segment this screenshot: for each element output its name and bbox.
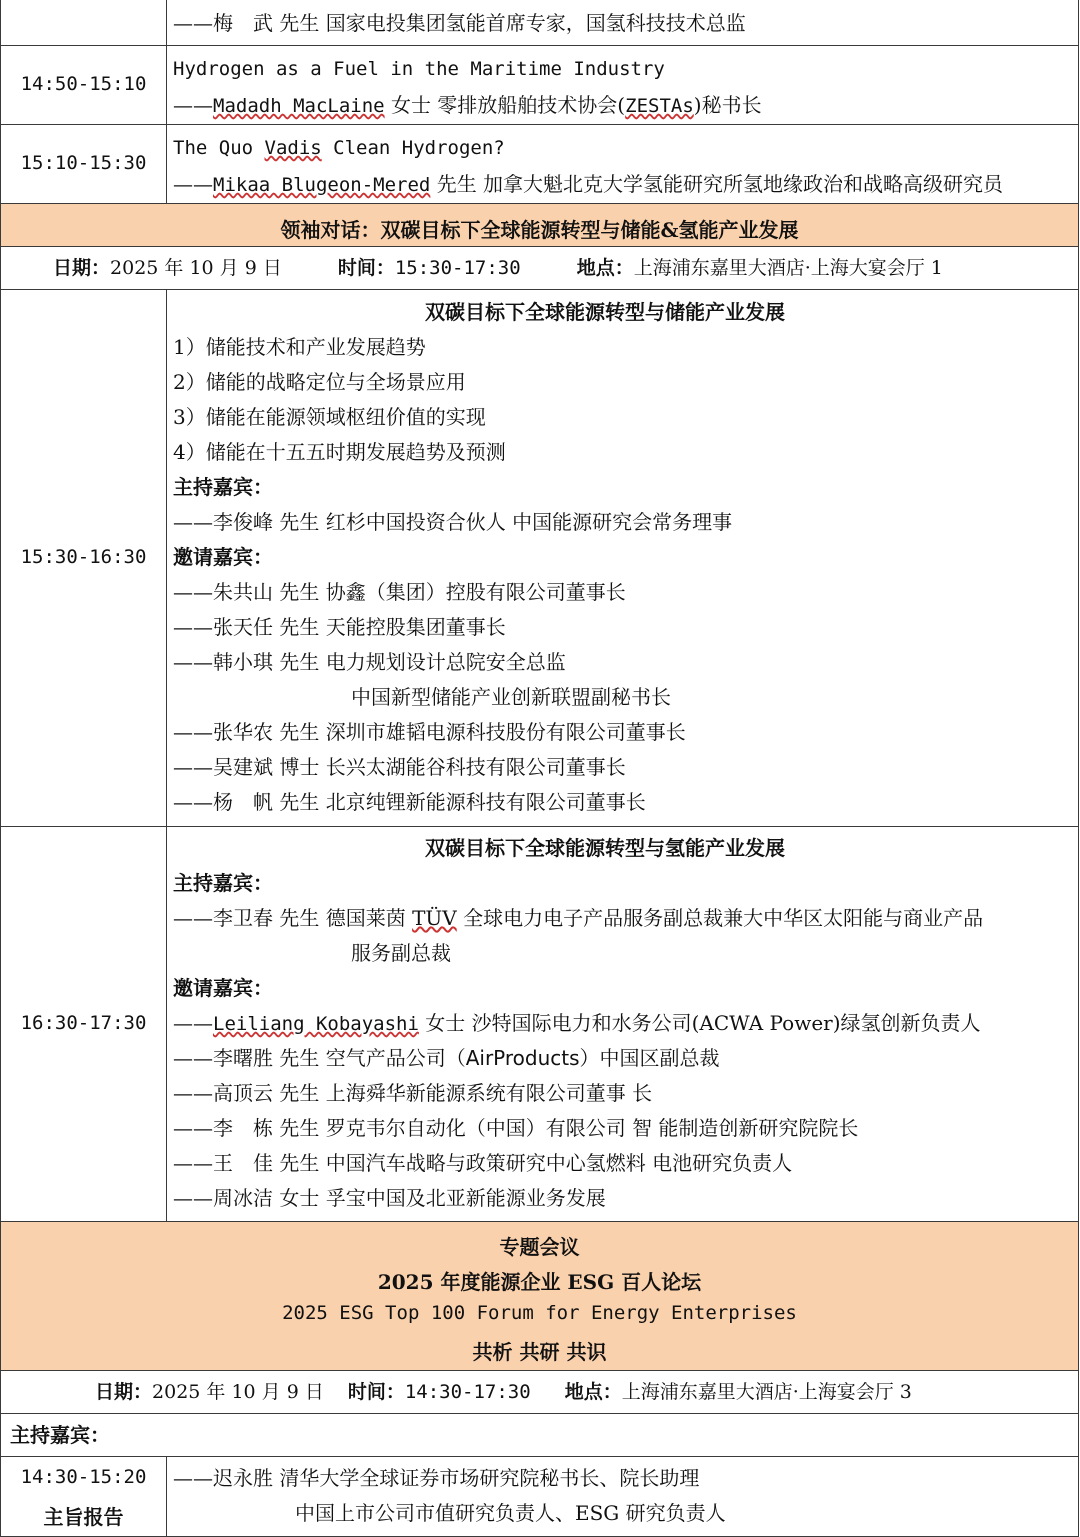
column-divider <box>166 290 167 826</box>
column-divider <box>166 827 167 1221</box>
forum-label: 专题会议 <box>499 1235 580 1259</box>
time-slot: 16:30-17:30 <box>20 1012 147 1034</box>
section-title: 领袖对话：双碳目标下全球能源转型与储能&氢能产业发展 <box>280 218 799 242</box>
session-info-row <box>1 247 1078 290</box>
speaker-line: ——张天任 先生 天能控股集团董事长 <box>173 615 506 639</box>
table-row <box>1 827 1078 1222</box>
speaker-line: ——迟永胜 清华大学全球证券市场研究院秘书长、院长助理 <box>173 1466 700 1490</box>
speaker-line: ——高顶云 先生 上海舜华新能源系统有限公司董事 长 <box>173 1081 653 1105</box>
speaker-line: ——Leiliang Kobayashi 女士 沙特国际电力和水务公司(ACWA Power)绿氢创新负责人 <box>173 1011 981 1035</box>
column-divider <box>166 125 167 203</box>
speaker-title-continued: 服务副总裁 <box>351 941 451 965</box>
section-banner <box>1 204 1078 247</box>
time-slot: 15:30-16:30 <box>20 546 147 568</box>
speaker-line: ——韩小琪 先生 电力规划设计总院安全总监 <box>173 650 566 674</box>
table-row <box>1 1457 1078 1537</box>
column-divider <box>166 0 167 45</box>
topic-item: 4）储能在十五五时期发展趋势及预测 <box>173 440 506 464</box>
guest-label: 邀请嘉宾： <box>173 545 273 569</box>
topic-item: 2）储能的战略定位与全场景应用 <box>173 370 466 394</box>
speaker-name: Mikaa Blugeon-Mered <box>213 174 431 196</box>
speaker-line: ——李 栋 先生 罗克韦尔自动化（中国）有限公司 智 能制造创新研究院院长 <box>173 1116 859 1140</box>
table-row <box>1 0 1078 46</box>
host-label: 主持嘉宾： <box>173 475 273 499</box>
speaker-line: ——李卫春 先生 德国莱茵 TÜV 全球电力电子产品服务副总裁兼大中华区太阳能与商业产品 <box>173 906 984 930</box>
topic-item: 3）储能在能源领域枢纽价值的实现 <box>173 405 486 429</box>
speaker-title-continued: 中国上市公司市值研究负责人、ESG 研究负责人 <box>295 1501 726 1525</box>
speaker-line: ——梅 武 先生 国家电投集团氢能首席专家，国氢科技技术总监 <box>173 11 746 35</box>
column-divider <box>166 1457 167 1536</box>
host-label: 主持嘉宾： <box>173 871 273 895</box>
time-slot: 14:30-15:20 <box>20 1466 147 1488</box>
table-row <box>1 125 1078 204</box>
speaker-line: ——朱共山 先生 协鑫（集团）控股有限公司董事长 <box>173 580 626 604</box>
host-label: 主持嘉宾： <box>10 1423 110 1447</box>
talk-title: The Quo Vadis Clean Hydrogen? <box>173 137 505 159</box>
session-info: 日期：2025 年 10 月 9 日 时间：15:30-17:30 地点：上海浦东嘉里大酒店·上海大宴会厅 1 <box>53 257 943 279</box>
time-slot: 14:50-15:10 <box>20 73 147 95</box>
guest-label: 邀请嘉宾： <box>173 976 273 1000</box>
speaker-line: ——李俊峰 先生 红杉中国投资合伙人 中国能源研究会常务理事 <box>173 510 733 534</box>
speaker-line: ——杨 帆 先生 北京纯锂新能源科技有限公司董事长 <box>173 790 646 814</box>
session-title: 双碳目标下全球能源转型与储能产业发展 <box>425 300 785 324</box>
session-info-row <box>1 1371 1078 1414</box>
speaker-name: Madadh MacLaine <box>213 95 385 117</box>
speaker-line: ——Mikaa Blugeon-Mered 先生 加拿大魁北克大学氢能研究所氢地缘政治和战略高级研究员 <box>173 172 1004 196</box>
table-row <box>1 46 1078 125</box>
host-row <box>1 1414 1078 1457</box>
keynote-label: 主旨报告 <box>43 1505 124 1529</box>
forum-motto: 共析 共研 共识 <box>472 1340 607 1364</box>
talk-title: Hydrogen as a Fuel in the Maritime Industry <box>173 58 665 80</box>
column-divider <box>166 46 167 124</box>
org-abbr: ZESTAs <box>625 95 694 117</box>
speaker-line: ——周冰洁 女士 孚宝中国及北亚新能源业务发展 <box>173 1186 606 1210</box>
speaker-line: ——Madadh MacLaine 女士 零排放船舶技术协会(ZESTAs)秘书长 <box>173 93 762 117</box>
forum-title: 2025 年度能源企业 ESG 百人论坛 <box>377 1270 702 1294</box>
time-slot: 15:10-15:30 <box>20 152 147 174</box>
topic-item: 1）储能技术和产业发展趋势 <box>173 335 426 359</box>
speaker-line: ——吴建斌 博士 长兴太湖能谷科技有限公司董事长 <box>173 755 626 779</box>
session-title: 双碳目标下全球能源转型与氢能产业发展 <box>425 836 785 860</box>
table-row <box>1 290 1078 827</box>
session-info: 日期：2025 年 10 月 9 日 时间：14:30-17:30 地点：上海浦东嘉里大酒店·上海宴会厅 3 <box>95 1381 912 1403</box>
speaker-line: ——张华农 先生 深圳市雄韬电源科技股份有限公司董事长 <box>173 720 686 744</box>
speaker-name: Leiliang Kobayashi <box>213 1013 419 1035</box>
section-banner <box>1 1222 1078 1371</box>
speaker-line: ——李曙胜 先生 空气产品公司（AirProducts）中国区副总裁 <box>173 1046 720 1070</box>
speaker-title-continued: 中国新型储能产业创新联盟副秘书长 <box>351 685 671 709</box>
forum-title-en: 2025 ESG Top 100 Forum for Energy Enterprises <box>282 1302 797 1324</box>
speaker-line: ——王 佳 先生 中国汽车战略与政策研究中心氢燃料 电池研究负责人 <box>173 1151 793 1175</box>
